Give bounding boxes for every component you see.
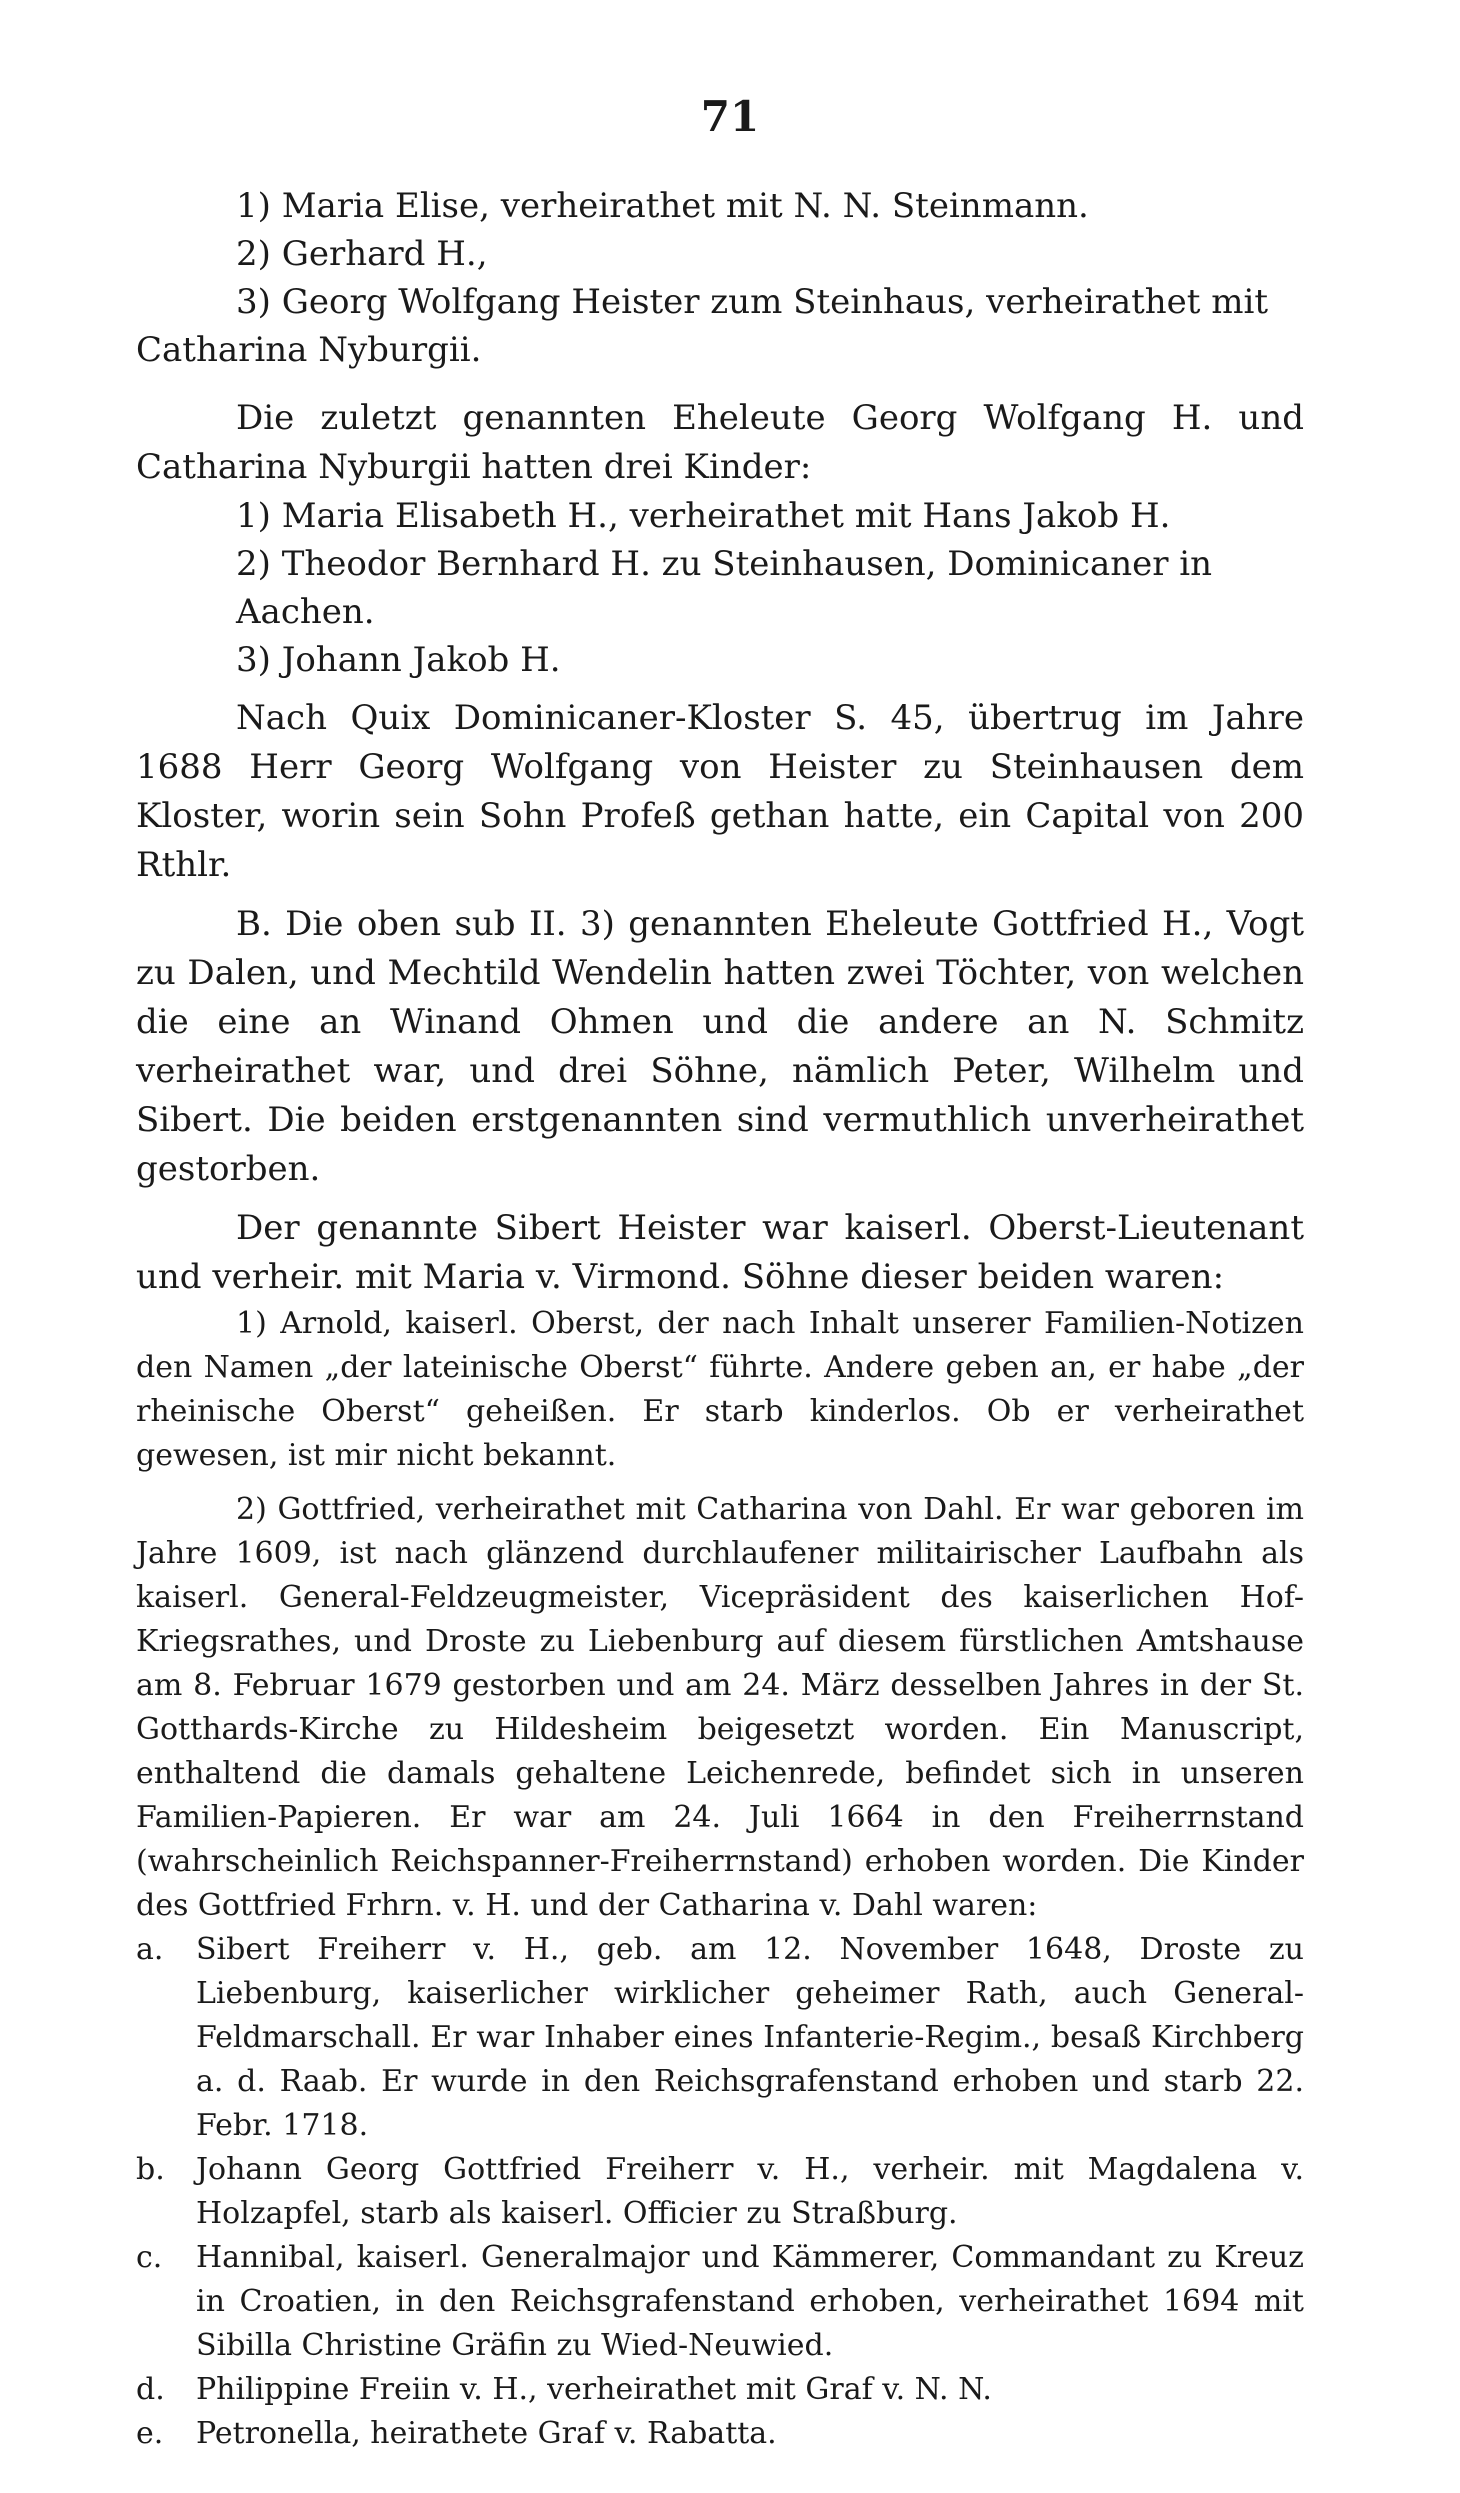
child-marker: a. xyxy=(136,1932,164,1967)
child-entry xyxy=(136,2412,1304,2456)
child-marker: c. xyxy=(136,2240,163,2275)
son-entry: 1) Arnold, kaiserl. Oberst, der nach Inhalt unserer Familien-Notizen den Namen „der lateinische Oberst“ führte. Andere geben an, er habe „der rheinische Oberst“ geheißen. Er starb kinderlos. Ob er verheirathet gewesen, ist mir nicht bekannt. xyxy=(136,1306,1304,1473)
list-item: 3) Johann Jakob H. xyxy=(236,640,561,680)
child-text: Hannibal, kaiserl. Generalmajor und Kämmerer, Commandant zu Kreuz in Croatien, in den Reichsgrafenstand erhoben, verheirathet 1694 mit Sibilla Christine Gräfin zu Wied-Neuwied. xyxy=(196,2240,1304,2363)
paragraph: Der genannte Sibert Heister war kaiserl. Oberst-Lieutenant und verheir. mit Maria v. Virmond. Söhne dieser beiden waren: xyxy=(136,1208,1304,1297)
list-item: 1) Maria Elisabeth H., verheirathet mit Hans Jakob H. xyxy=(236,496,1171,536)
child-marker: b. xyxy=(136,2152,165,2187)
list-item: 2) Theodor Bernhard H. zu Steinhausen, Dominicaner in Aachen. xyxy=(236,544,1213,632)
page-content xyxy=(136,182,1304,2456)
paragraph: Die zuletzt genannten Eheleute Georg Wolfgang H. und Catharina Nyburgii hatten drei Kinder: xyxy=(136,398,1304,487)
list-item-continuation: Catharina Nyburgii. xyxy=(136,330,482,370)
child-entry xyxy=(136,2236,1304,2368)
child-entry xyxy=(136,2368,1304,2412)
child-entry xyxy=(136,2148,1304,2236)
child-marker: d. xyxy=(136,2372,165,2407)
list-item: 1) Maria Elise, verheirathet mit N. N. Steinmann. xyxy=(236,186,1089,226)
paragraph: B. Die oben sub II. 3) genannten Eheleute Gottfried H., Vogt zu Dalen, und Mechtild Wendelin hatten zwei Töchter, von welchen die eine an Winand Ohmen und die andere an N. Schmitz verheirathet war, und drei Söhne, nämlich Peter, Wilhelm und Sibert. Die beiden erstgenannten sind vermuthlich unverheirathet gestorben. xyxy=(136,904,1304,1189)
page-number: 71 xyxy=(700,92,760,141)
child-entry xyxy=(136,1928,1304,2148)
list-item: 3) Georg Wolfgang Heister zum Steinhaus, verheirathet mit xyxy=(236,282,1269,322)
child-text: Philippine Freiin v. H., verheirathet mit Graf v. N. N. xyxy=(196,2372,992,2407)
child-marker: e. xyxy=(136,2416,164,2451)
paragraph: Nach Quix Dominicaner-Kloster S. 45, übertrug im Jahre 1688 Herr Georg Wolfgang von Heister zu Steinhausen dem Kloster, worin sein Sohn Profeß gethan hatte, ein Capital von 200 Rthlr. xyxy=(136,698,1304,885)
child-text: Johann Georg Gottfried Freiherr v. H., verheir. mit Magdalena v. Holzapfel, starb als kaiserl. Officier zu Straßburg. xyxy=(196,2152,1304,2231)
child-text: Petronella, heirathete Graf v. Rabatta. xyxy=(196,2416,777,2451)
child-text: Sibert Freiherr v. H., geb. am 12. November 1648, Droste zu Liebenburg, kaiserlicher wirklicher geheimer Rath, auch General-Feldmarschall. Er war Inhaber eines Infanterie-Regim., besaß Kirchberg a. d. Raab. Er wurde in den Reichsgrafenstand erhoben und starb 22. Febr. 1718. xyxy=(196,1932,1304,2143)
list-item: 2) Gerhard H., xyxy=(236,234,488,274)
son-entry: 2) Gottfried, verheirathet mit Catharina von Dahl. Er war geboren im Jahre 1609, ist nach glänzend durchlaufener militairischer Laufbahn als kaiserl. General-Feldzeugmeister, Vicepräsident des kaiserlichen Hof-Kriegsrathes, und Droste zu Liebenburg auf diesem fürstlichen Amtshause am 8. Februar 1679 gestorben und am 24. März desselben Jahres in der St. Gotthards-Kirche zu Hildesheim beigesetzt worden. Ein Manuscript, enthaltend die damals gehaltene Leichenrede, befindet sich in unseren Familien-Papieren. Er war am 24. Juli 1664 in den Freiherrnstand (wahrscheinlich Reichspanner-Freiherrnstand) erhoben worden. Die Kinder des Gottfried Frhrn. v. H. und der Catharina v. Dahl waren: xyxy=(136,1492,1304,1923)
